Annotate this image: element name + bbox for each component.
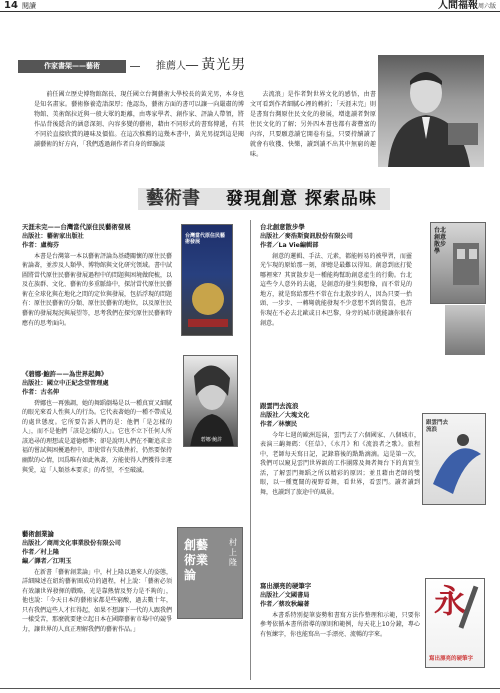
masthead-title: 人間福報 [437, 0, 478, 11]
portrait-art [184, 356, 238, 447]
masthead [438, 0, 496, 12]
book-cover-3 [177, 527, 243, 619]
book-description: 在新書「藝術創業論」中，村上隆以過來人的姿態，詳細陳述在紐約藝術圈成功的過程，村上說：「藝術必須有效讓世界發揮的戰略，光是靠熱情及努力是不夠的」，他也說：「今天日本的藝術家都是些窮酸，過去數十年，只有我們這些人才扛得起，如果不想讓下一代的人跟我們一樣受苦，那麼就要建立起日本在國際藝術市場中的競爭力，讓世界的人真正理解我們的藝術作品。」 [22, 568, 172, 634]
book-title: 寫出漂亮的硬筆字 [260, 582, 312, 590]
book-cover-5 [422, 413, 486, 505]
book-author: 作者：古名伸 [22, 388, 60, 396]
book-title: 《碧娜‧鮑許——為世界起舞》 [22, 370, 108, 378]
book-entry-5 [260, 402, 420, 558]
book-title: 藝術創業論 [22, 530, 54, 538]
book-description: 本書系特別提筆姿勢和書寫方法作整理和示範，只要你參考依循本書所指導的原則和範例，每天花上10分鐘，專心有恆練字，你也能寫出一手漂亮、流暢的字來。 [260, 611, 420, 638]
section-label: 閱讀 [22, 2, 36, 10]
banner-highlight: 藝術書 [146, 188, 200, 209]
page-number: 14 [4, 0, 18, 11]
book-entry-4 [260, 223, 412, 395]
book-publisher: 出版社：藝術家出版社 [22, 232, 84, 240]
tag-connector [130, 66, 140, 67]
book-cover-4 [430, 222, 486, 304]
book-description: 創意的邏輯、手法、元素，都能輕易的被學習，而靈光乍現的原始那一刻，卻總是最難以得知。創意到底打從哪裡來？其實散步是一種能夠幫助創意產生的行動。台北這些令人意外的去處，是創意的發生與想像，而不常見的地方，就是寫給那些不常在台北散步的人，因為只要一抬頭、一步步、一轉彎就能發現不少意想不到的驚喜，也許你現在不必去北歐或日本巴黎，身旁的城市就能讓你很有創意。 [260, 252, 412, 327]
intro-left-column: 前任國立歷史博物館館長、現任國立台灣藝術大學校長的黃光男，本身也是知名畫家。藝術修養造詣深厚；他認為，藝術方面的書可以讓一向嚴肅的博物館、美術館拉近與一般大眾的距離，由專家學者、創作家、評論人帶領，將作品背後隱含的涵意深刻、內容多變的藝術，藉由不同形式的書寫傳遞，有其不同於直接欣賞的趣味及價值。在這次推薦的這幾本書中，黃光男提到這是閱讀藝術的好方向，「我們透過創作者自身的經驗談 [34, 91, 244, 148]
cover-title: 跟雲門去流浪 [426, 420, 449, 433]
intro-right-column: 去流浪」是作者對世界文化的感悟，由書文可看到作者細膩心裡的轉折；「天涯未完」則是書寫台灣原住民文化的發展，增進讀者對原住民文化的了解；另外四本書也都有著豐富的內容，只要願意讀它開卷有益，只要持續讀了就會有收獲、快樂，讀到讀不出其中無窮的趣味。 [250, 91, 376, 158]
cover-title: 碧娜‧鮑許 [200, 437, 223, 443]
book-publisher: 出版社／商周文化事業股份有限公司 [22, 539, 121, 547]
book-cover-6 [425, 578, 485, 668]
headline-banner [138, 183, 390, 213]
book-author: 作者／村上隆 [22, 548, 60, 556]
book-title: 天涯未完——台灣當代原住民藝術發展 [22, 223, 131, 231]
pen-art [426, 579, 485, 668]
recommender: 推薦人── 黃光男 [156, 57, 247, 73]
book-entry-6 [260, 582, 420, 686]
book-author: 作者／La Vie編輯部 [260, 241, 319, 249]
column-divider [250, 220, 251, 680]
page-header [0, 0, 500, 12]
recommender-photo [378, 55, 484, 167]
cover-art [182, 273, 233, 333]
book-title: 跟雲門去流浪 [260, 402, 299, 410]
book-entry-3 [22, 530, 172, 685]
book-author: 作者／林懷民 [260, 420, 298, 428]
cover-side-text: 村上隆 [229, 538, 237, 567]
portrait-illustration [378, 55, 484, 167]
book-4-inset-photo [445, 305, 485, 355]
cover-title: 台灣當代原住民藝術發展 [185, 233, 226, 245]
book-cover-2 [183, 355, 238, 447]
recommender-name: 黃光男 [201, 57, 247, 73]
book-publisher: 出版社／文國書局 [260, 591, 310, 599]
book-author: 作者：盧梅芬 [22, 241, 60, 249]
book-description: 碧娜也一再強調，她的舞蹈劇場是以一種真實又細膩的眼光來看人性與人的行為。它代表著她的一種不帶成見的處世態度。它所要告訴人們的是：他們「是怎樣的人」，而不是他們「該是怎樣的人」。它也不立下任何人所該追尋的理想或是道德標準；卻是說明人們在不斷追求幸福的嘗試與困擾過程中，即使常有失敗挫折，仍然要保持幽默的心情，因爲唯有如此執著，方能使得人們獲得幸運與愛，這「人類基本要求」的希望，不至破滅。 [22, 399, 172, 474]
cover-title: 寫出漂亮的硬筆字 [429, 656, 474, 662]
book-cover-1 [181, 224, 233, 336]
book-entry-1 [22, 223, 172, 365]
recommender-label: 推薦人 [156, 61, 186, 72]
book-description: 本書是台灣第一本以藝術評論為基礎關懷的原住民藝術論著，並涉及人類學、博物館與文化研究領域。書中試圖將當代原住民藝術發展過程中的問題與困境做爬梳，以及在族群、文化、藝術的多重脈絡中，探討當代原住民藝術在全球化與在地化之間的定位與發展，包括浮現的問題有：原住民藝術的分類、原住民藝術的地位，以及原住民藝術的發展現況與展望等，思考我們在探究原住民藝術時應有的思考面向。 [22, 252, 172, 327]
banner-title: 發現創意 探索品味 [226, 189, 377, 209]
cover-calligraphy: 永 [434, 582, 467, 620]
book-translator: 編／譯者／江明玉 [22, 557, 72, 565]
masthead-sub: 周六版 [477, 3, 496, 10]
book-description: 今年七週的歐洲巡演，雲門去了六個國家、八個城市，表演三齣舞碼：《狂草》、《水月》和《流浪者之歌》。旅程中，老師每天寫日記，記錄幕後的點點滴滴。這是第一次，我們可以窺見雲門世界級的工作團隊及舞者舞台下的真實生活，了解雲門舞蹈之所以精彩的原因；並且藉由老師的雙眼，以一種寬闊的視野看舞，看世界，看雲門。讀者讀到舞，也讀到了旅途中的風景。 [260, 431, 420, 497]
cover-title: 台北創意散步學 [434, 227, 447, 255]
column-tag: 作家書架——藝術 [18, 60, 126, 73]
book-publisher: 出版社／麥浩斯資訊股份有限公司 [260, 232, 353, 240]
bottom-rule [0, 688, 500, 689]
book-title: 台北創意散步學 [260, 223, 305, 231]
book-entry-2 [22, 370, 172, 517]
book-publisher: 出版社：國立中正紀念堂管理處 [22, 379, 109, 387]
book-publisher: 出版社／大塊文化 [260, 411, 310, 419]
book-author: 作者／蔡玫秋編著 [260, 600, 310, 608]
cover-title: 創藝術業論 [184, 538, 209, 582]
